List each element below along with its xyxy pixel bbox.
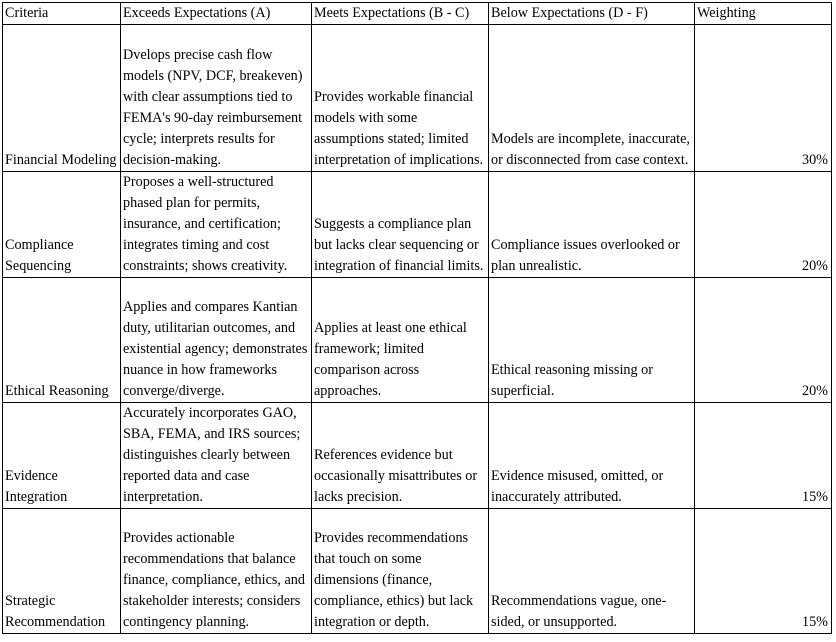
criteria-cell: Compliance Sequencing: [3, 172, 121, 278]
meets-cell: Provides workable financial models with some assumptions stated; limited interpretation of implications.: [312, 25, 489, 172]
exceeds-cell: Proposes a well-structured phased plan for permits, insurance, and certification; integrates timing and cost constraints; shows creativity.: [121, 172, 312, 278]
meets-cell: Suggests a compliance plan but lacks clear sequencing or integration of financial limits.: [312, 172, 489, 278]
criteria-cell: Evidence Integration: [3, 403, 121, 509]
rubric-table: [2, 2, 832, 634]
header-criteria: Criteria: [3, 3, 121, 25]
table-row: [3, 403, 832, 509]
below-cell: Compliance issues overlooked or plan unrealistic.: [489, 172, 695, 278]
header-below: Below Expectations (D - F): [489, 3, 695, 25]
below-cell: Recommendations vague, one-sided, or unsupported.: [489, 509, 695, 634]
meets-cell: Provides recommendations that touch on some dimensions (finance, compliance, ethics) but lack integration or depth.: [312, 509, 489, 634]
table-row: [3, 172, 832, 278]
meets-cell: Applies at least one ethical framework; limited comparison across approaches.: [312, 278, 489, 403]
header-exceeds: Exceeds Expectations (A): [121, 3, 312, 25]
header-meets: Meets Expectations (B - C): [312, 3, 489, 25]
exceeds-cell: Accurately incorporates GAO, SBA, FEMA, and IRS sources; distinguishes clearly between reported data and case interpretation.: [121, 403, 312, 509]
weighting-cell: 20%: [695, 278, 832, 403]
header-weighting: Weighting: [695, 3, 832, 25]
below-cell: Models are incomplete, inaccurate, or disconnected from case context.: [489, 25, 695, 172]
table-row: [3, 509, 832, 634]
weighting-cell: 15%: [695, 403, 832, 509]
meets-cell: References evidence but occasionally misattributes or lacks precision.: [312, 403, 489, 509]
table-row: [3, 25, 832, 172]
exceeds-cell: Dvelops precise cash flow models (NPV, DCF, breakeven) with clear assumptions tied to FEMA's 90-day reimbursement cycle; interprets results for decision-making.: [121, 25, 312, 172]
header-row: [3, 3, 832, 25]
weighting-cell: 15%: [695, 509, 832, 634]
below-cell: Ethical reasoning missing or superficial.: [489, 278, 695, 403]
exceeds-cell: Provides actionable recommendations that balance finance, compliance, ethics, and stakeholder interests; considers contingency planning.: [121, 509, 312, 634]
criteria-cell: Financial Modeling: [3, 25, 121, 172]
weighting-cell: 30%: [695, 25, 832, 172]
below-cell: Evidence misused, omitted, or inaccurately attributed.: [489, 403, 695, 509]
weighting-cell: 20%: [695, 172, 832, 278]
criteria-cell: Strategic Recommendation: [3, 509, 121, 634]
table-row: [3, 278, 832, 403]
exceeds-cell: Applies and compares Kantian duty, utilitarian outcomes, and existential agency; demonstrates nuance in how frameworks converge/diverge.: [121, 278, 312, 403]
criteria-cell: Ethical Reasoning: [3, 278, 121, 403]
